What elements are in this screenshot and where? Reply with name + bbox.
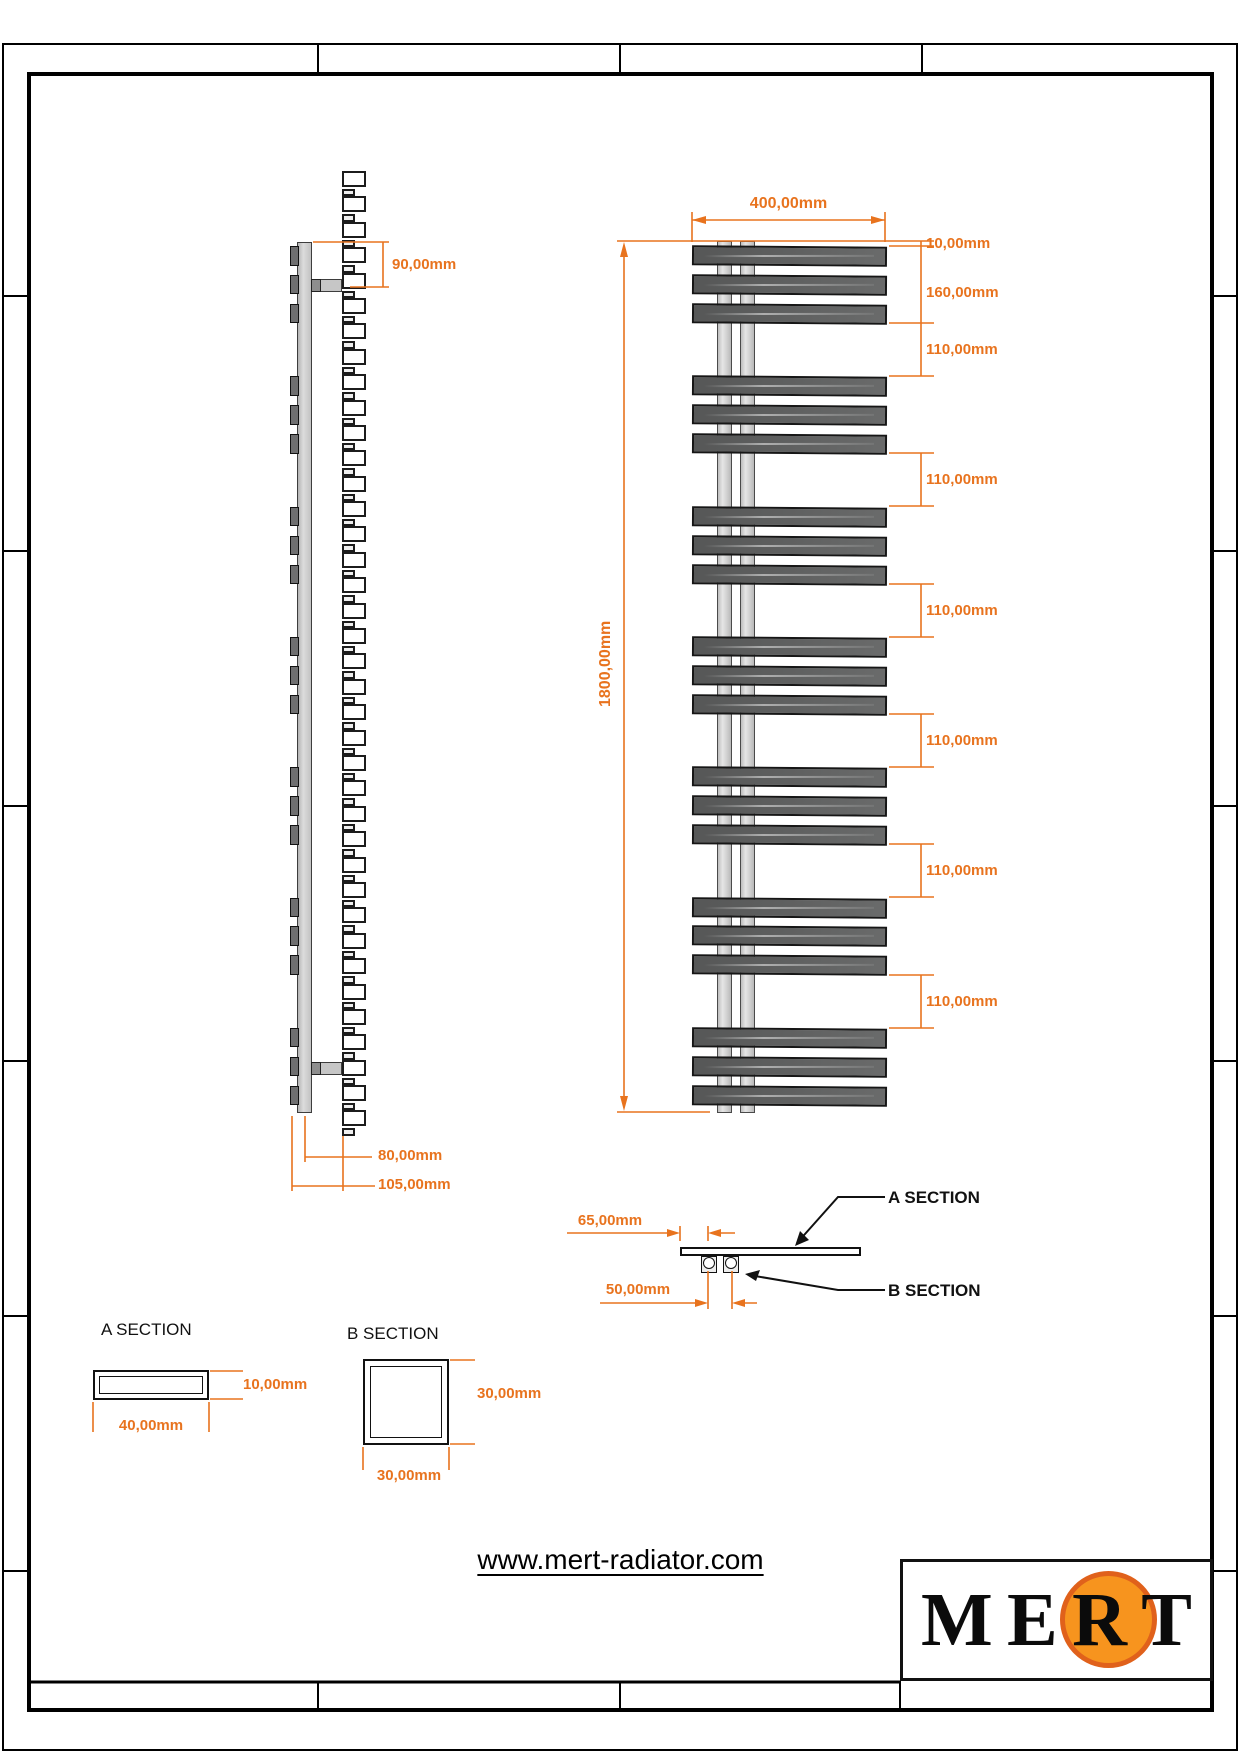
topview-end-offset-dimension: 65,00mm [577, 1212, 643, 1229]
wall-brick-joint [342, 316, 355, 323]
wall-brick [342, 1034, 366, 1050]
flat-tube-bar [692, 766, 887, 787]
wall-brick-joint [342, 1103, 355, 1110]
side-tube-end [290, 304, 299, 324]
dimension-label: 110,00mm [926, 861, 998, 879]
callout-b-section: B SECTION [888, 1281, 981, 1300]
side-top-bracket-dimension: 90,00mm [392, 256, 457, 273]
website-link[interactable]: www.mert-radiator.com [477, 1544, 764, 1575]
flat-tube-bar [692, 433, 887, 454]
logo-letter-e: E [1007, 1577, 1058, 1662]
section-a-width-dimension: 40,00mm [118, 1417, 184, 1434]
wall-brick [342, 1110, 366, 1126]
logo-letter-t: T [1141, 1577, 1192, 1662]
wall-brick-joint [342, 875, 355, 882]
wall-brick-joint [342, 214, 355, 221]
front-width-dimension: 400,00mm [749, 195, 828, 212]
wall-brick [342, 577, 366, 593]
wall-brick [342, 374, 366, 390]
wall-brick-joint [342, 824, 355, 831]
side-tube-end [290, 376, 299, 396]
wall-brick-joint [342, 418, 355, 425]
flat-tube-bar [692, 303, 887, 324]
wall-brick-joint [342, 519, 355, 526]
section-b-width-dimension: 30,00mm [376, 1467, 442, 1484]
side-tube-end [290, 405, 299, 425]
dimension-label: 110,00mm [926, 340, 998, 358]
dimension-label: 110,00mm [926, 731, 998, 749]
callout-a-section: A SECTION [888, 1188, 980, 1207]
wall-brick-joint [342, 341, 355, 348]
top-view-pipe-2 [725, 1257, 737, 1269]
side-tube-end [290, 637, 299, 657]
wall-brick [342, 526, 366, 542]
wall-brick-joint [342, 773, 355, 780]
wall-brick [342, 958, 366, 974]
wall-brick-joint [342, 595, 355, 602]
side-tube-end [290, 434, 299, 454]
front-height-dimension: 1800,00mm [597, 620, 614, 707]
wall-brick-joint [342, 671, 355, 678]
wall-brick [342, 857, 366, 873]
wall-brick [342, 882, 366, 898]
flat-tube-bar [692, 274, 887, 295]
wall-brick [342, 806, 366, 822]
wall-brick-joint [342, 849, 355, 856]
wall-brick [342, 552, 366, 568]
website-line [0, 1544, 1241, 1576]
section-b-height-dimension: 30,00mm [477, 1385, 542, 1402]
flat-tube-bar [692, 694, 887, 715]
flat-tube-bar [692, 897, 887, 918]
wall-brick [342, 247, 366, 263]
wall-brick-joint [342, 265, 355, 272]
wall-brick [342, 501, 366, 517]
side-tube-end [290, 1086, 299, 1106]
wall-brick [342, 196, 366, 212]
wall-brick-joint [342, 1027, 355, 1034]
wall-brick-joint [342, 291, 355, 298]
wall-brick [342, 755, 366, 771]
wall-brick-joint [342, 1128, 355, 1135]
wall-brick [342, 425, 366, 441]
mert-logo [900, 1559, 1213, 1681]
wall-brick [342, 704, 366, 720]
wall-brick-joint [342, 925, 355, 932]
dimension-label: 160,00mm [926, 284, 999, 301]
wall-brick [342, 984, 366, 1000]
side-tube-end [290, 536, 299, 556]
side-tube-end [290, 565, 299, 585]
logo-letter-m: M [921, 1577, 993, 1662]
flat-tube-bar [692, 795, 887, 816]
flat-tube-bar [692, 1027, 887, 1048]
wall-brick [342, 450, 366, 466]
flat-tube-bar [692, 1085, 887, 1106]
wall-brick-joint [342, 189, 355, 196]
wall-brick-joint [342, 1002, 355, 1009]
wall-brick-joint [342, 900, 355, 907]
side-tube-end [290, 666, 299, 686]
wall-brick [342, 933, 366, 949]
side-tube-end [290, 796, 299, 816]
side-tube-end [290, 507, 299, 527]
wall-brick-joint [342, 544, 355, 551]
section-b-title: B SECTION [347, 1324, 439, 1343]
top-view-flat-tube [680, 1247, 861, 1256]
dimension-label: 110,00mm [926, 992, 998, 1010]
wall-brick [342, 780, 366, 796]
wall-brick [342, 222, 366, 238]
wall-brick-joint [342, 697, 355, 704]
dimension-label: 110,00mm [926, 601, 998, 619]
wall-brick-joint [342, 468, 355, 475]
wall-brick [342, 653, 366, 669]
wall-brick-joint [342, 976, 355, 983]
flat-tube-bar [692, 1056, 887, 1077]
wall-brick-joint [342, 1078, 355, 1085]
dimension-label: 110,00mm [926, 470, 998, 488]
wall-brick-joint [342, 494, 355, 501]
side-tube-end [290, 926, 299, 946]
flat-tube-bar [692, 926, 887, 947]
wall-brick [342, 171, 366, 187]
wall-brick-joint [342, 621, 355, 628]
flat-tube-bar [692, 824, 887, 845]
side-tube-end [290, 246, 299, 266]
wall-brick [342, 628, 366, 644]
wall-brick-joint [342, 722, 355, 729]
wall-brick-joint [342, 1052, 355, 1059]
wall-brick [342, 1009, 366, 1025]
flat-tube-bar [692, 506, 887, 527]
flat-tube-bar [692, 245, 887, 266]
section-a-thickness-dimension: 10,00mm [243, 1376, 308, 1393]
wall-brick-joint [342, 798, 355, 805]
wall-brick-joint [342, 951, 355, 958]
wall-brick-joint [342, 392, 355, 399]
wall-brick [342, 603, 366, 619]
wall-brick-joint [342, 748, 355, 755]
side-tube-end [290, 825, 299, 845]
side-tube-end [290, 695, 299, 715]
wall-brick [342, 323, 366, 339]
section-a-inner-profile [99, 1376, 203, 1394]
flat-tube-bar [692, 955, 887, 976]
wall-brick [342, 730, 366, 746]
wall-brick-joint [342, 240, 355, 247]
wall-bracket-top-cap [311, 279, 321, 292]
flat-tube-bar [692, 636, 887, 657]
wall-brick-joint [342, 443, 355, 450]
side-tube-end [290, 898, 299, 918]
flat-tube-bar [692, 564, 887, 585]
flat-tube-bar [692, 535, 887, 556]
side-depth-dimension: 80,00mm [378, 1147, 443, 1164]
side-tube-end [290, 275, 299, 295]
wall-brick [342, 273, 366, 289]
side-tube-end [290, 767, 299, 787]
wall-section [342, 171, 366, 1137]
wall-brick [342, 349, 366, 365]
logo-letter-r: R [1072, 1577, 1127, 1662]
wall-brick [342, 907, 366, 923]
wall-brick [342, 679, 366, 695]
wall-brick [342, 400, 366, 416]
wall-brick [342, 831, 366, 847]
flat-tube-bar [692, 404, 887, 425]
side-tube-end [290, 955, 299, 975]
wall-brick-joint [342, 367, 355, 374]
wall-brick [342, 1060, 366, 1076]
topview-pipe-spacing-dimension: 50,00mm [605, 1281, 671, 1298]
section-a-title: A SECTION [101, 1320, 192, 1339]
flat-tube-bar [692, 665, 887, 686]
side-tube-end [290, 1057, 299, 1077]
wall-brick-joint [342, 570, 355, 577]
wall-brick [342, 476, 366, 492]
logo-letters [903, 1562, 1210, 1678]
wall-brick-joint [342, 646, 355, 653]
wall-brick [342, 1085, 366, 1101]
side-overall-depth-dimension: 105,00mm [378, 1176, 451, 1193]
side-tube-end [290, 1028, 299, 1048]
dimension-label: 10,00mm [926, 234, 991, 252]
section-b-inner-profile [370, 1366, 442, 1438]
side-collector-panel [297, 242, 312, 1113]
wall-bracket-bottom-cap [311, 1062, 321, 1075]
flat-tube-bar [692, 376, 887, 397]
top-view-pipe-1 [703, 1257, 715, 1269]
wall-brick [342, 298, 366, 314]
